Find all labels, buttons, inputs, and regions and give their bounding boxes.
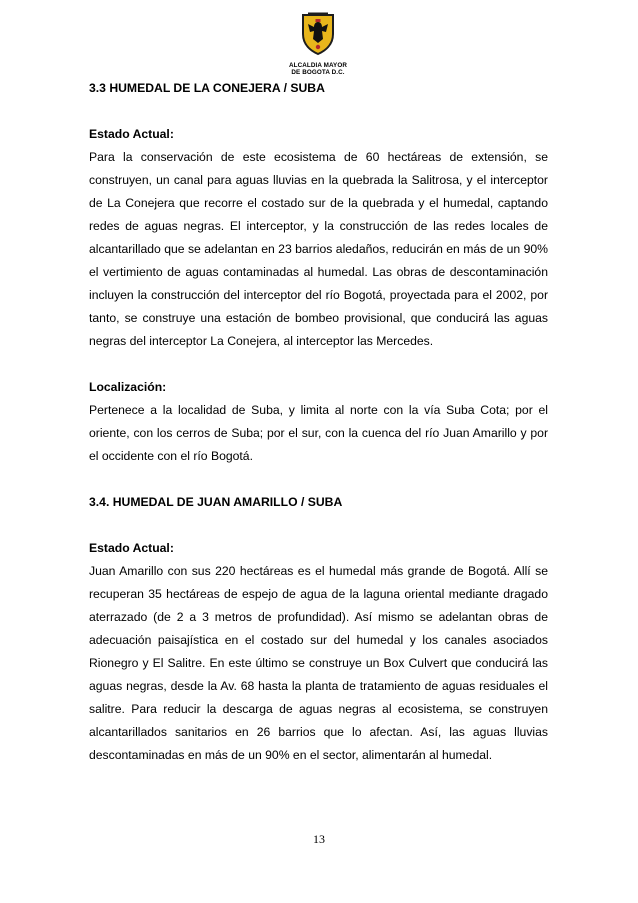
bogota-coat-of-arms-icon: [300, 12, 336, 56]
estado-actual-label-1: Estado Actual:: [89, 127, 174, 141]
estado-actual-text-2: Juan Amarillo con sus 220 hectáreas es el humedal más grande de Bogotá. Allí se recuperan 35 hectáreas de espejo de agua de la laguna oriental mediante dragado aterrazado (de 2 a 3 metros de profundidad). Así mismo se adelantan obras de adecuación paisajística en el costado sur del humedal y los canales asociados Rionegro y El Salitre. En este último se construye un Box Culvert que conducirá las aguas negras, desde la Av. 68 hasta la planta de tratamiento de aguas residuales el salitre. Para reducir la descarga de aguas negras al ecosistema, se construyen alcantarillados sanitarios en 26 barrios que lo afectan. Así, las aguas lluvias descontaminadas en más de un 90% en el sector, alimentarán al humedal.: [89, 564, 548, 762]
alcaldia-logo: [282, 12, 354, 78]
estado-actual-text-1: Para la conservación de este ecosistema de 60 hectáreas de extensión, se construyen, un canal para aguas lluvias en la quebrada la Salitrosa, y el interceptor de La Conejera que recorre el costado sur de la quebrada y el humedal, captando redes de aguas negras. El interceptor, y la construcción de las redes locales de alcantarillado que se adelantan en 23 barrios aledaños, reducirán en más de un 90% el vertimiento de aguas contaminadas al humedal. Las obras de descontaminación incluyen la construcción del interceptor del río Bogotá, proyectada para el 2002, por tanto, se construye una estación de bombeo provisional, que conducirá las aguas negras del interceptor La Conejera, al interceptor las Mercedes.: [89, 150, 548, 348]
document-body: [89, 77, 548, 767]
page-number: 13: [313, 832, 325, 846]
logo-line-1: ALCALDIA MAYOR: [289, 62, 347, 69]
localizacion-text: Pertenece a la localidad de Suba, y limita al norte con la vía Suba Cota; por el oriente, con los cerros de Suba; por el sur, con la cuenca del río Juan Amarillo y por el occidente con el río Bogotá.: [89, 403, 548, 463]
section-title-juan-amarillo: 3.4. HUMEDAL DE JUAN AMARILLO / SUBA: [89, 495, 343, 509]
section-title-conejera: 3.3 HUMEDAL DE LA CONEJERA / SUBA: [89, 81, 325, 95]
estado-actual-label-2: Estado Actual:: [89, 541, 174, 555]
logo-line-2: DE BOGOTA D.C.: [291, 69, 345, 76]
localizacion-label: Localización:: [89, 380, 167, 394]
